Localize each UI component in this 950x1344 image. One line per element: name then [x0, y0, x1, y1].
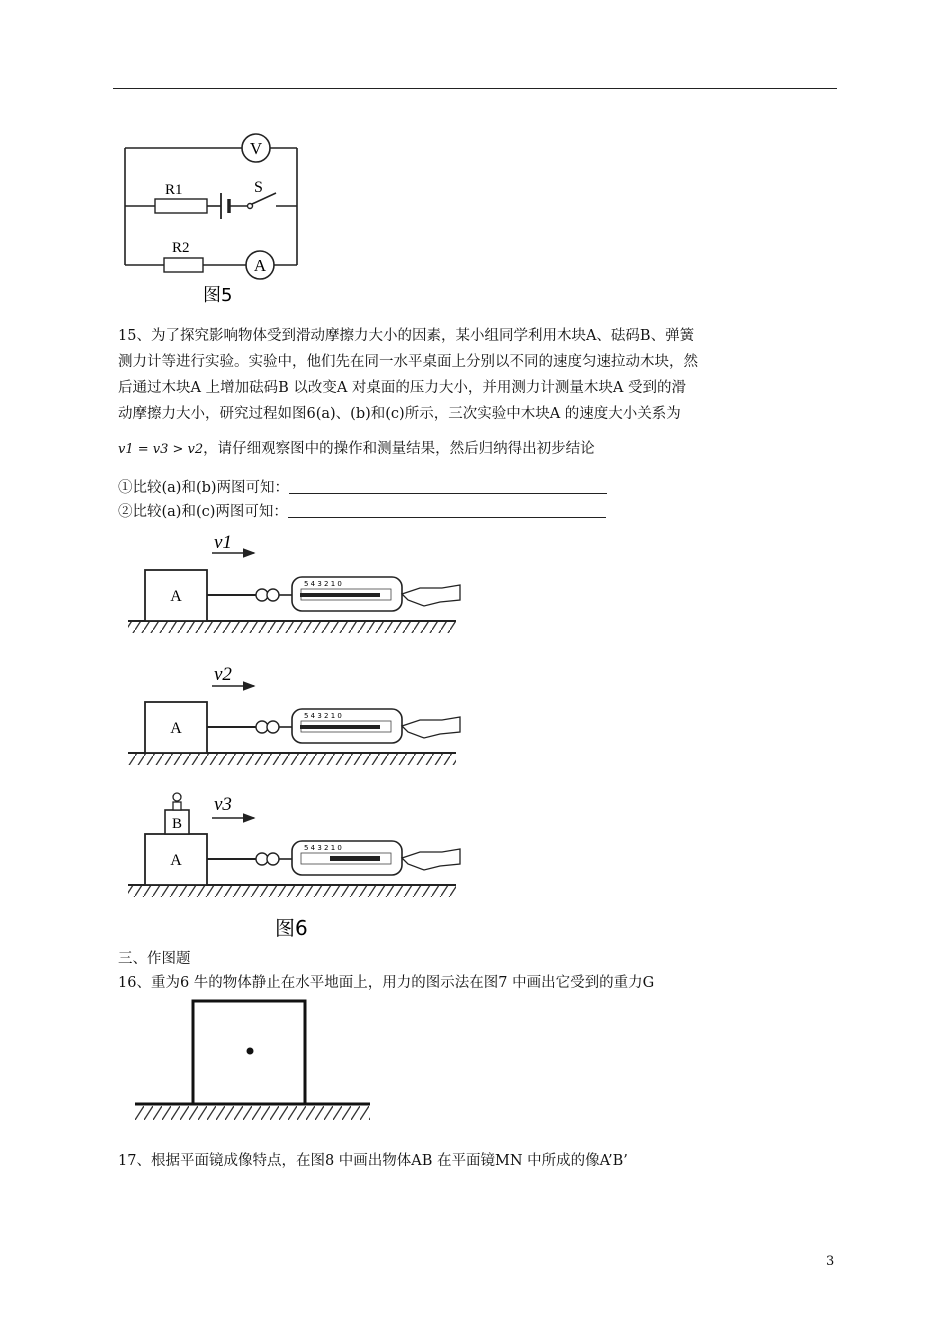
velocity-relation: v1 = v3 > v2 — [118, 442, 204, 457]
q17-text: 17、根据平面镜成像特点，在图8 中画出物体AB 在平面镜MN 中所成的像A’B’ — [118, 1153, 628, 1169]
page-number: 3 — [826, 1254, 835, 1269]
q15-line-2: 测力计等进行实验。实验中，他们先在同一水平桌面上分别以不同的速度匀速拉动木块，然 — [118, 354, 698, 370]
center-of-gravity-dot — [247, 1048, 254, 1055]
ammeter-label: A — [253, 256, 267, 275]
q15-line-5-text: ，请仔细观察图中的操作和测量结果，然后归纳得出初步结论 — [203, 441, 595, 457]
spring-scale-2-digits: 5 4 3 2 1 0 — [304, 712, 342, 720]
figure-6-caption: 图6 — [275, 916, 308, 940]
weight-b-label: B — [171, 816, 183, 832]
voltmeter-label: V — [249, 139, 263, 158]
block-a-3-label: A — [170, 852, 182, 869]
q15-line-4: 动摩擦力大小，研究过程如图6(a)、(b)和(c)所示，三次实验中木块A 的速度大小关系为 — [118, 406, 681, 422]
section-3-heading: 三、作图题 — [118, 951, 191, 967]
r1-label: R1 — [165, 182, 183, 198]
spring-scale-3-digits: 5 4 3 2 1 0 — [304, 844, 342, 852]
switch-label: S — [254, 179, 263, 196]
velocity-3-label: v3 — [214, 794, 232, 815]
figure-5-caption: 图5 — [203, 285, 233, 306]
r2-label: R2 — [172, 240, 190, 256]
q15-line-3: 后通过木块A 上增加砝码B 以改变A 对桌面的压力大小，并用测力计测量木块A 受到的滑 — [118, 380, 687, 396]
spring-scale-1-digits: 5 4 3 2 1 0 — [304, 580, 342, 588]
block-a-2-label: A — [170, 720, 182, 737]
q15-line-1: 15、为了探究影响物体受到滑动摩擦力大小的因素，某小组同学利用木块A、砝码B、弹簧 — [118, 328, 695, 344]
velocity-1-label: v1 — [214, 532, 232, 553]
block-a-1-label: A — [170, 588, 182, 605]
velocity-2-label: v2 — [214, 664, 232, 685]
compare-1-label: ①比较(a)和(b)两图可知： — [118, 480, 290, 496]
q16-text: 16、重为6 牛的物体静止在水平地面上，用力的图示法在图7 中画出它受到的重力G — [118, 975, 655, 991]
compare-2-label: ②比较(a)和(c)两图可知： — [118, 504, 288, 520]
